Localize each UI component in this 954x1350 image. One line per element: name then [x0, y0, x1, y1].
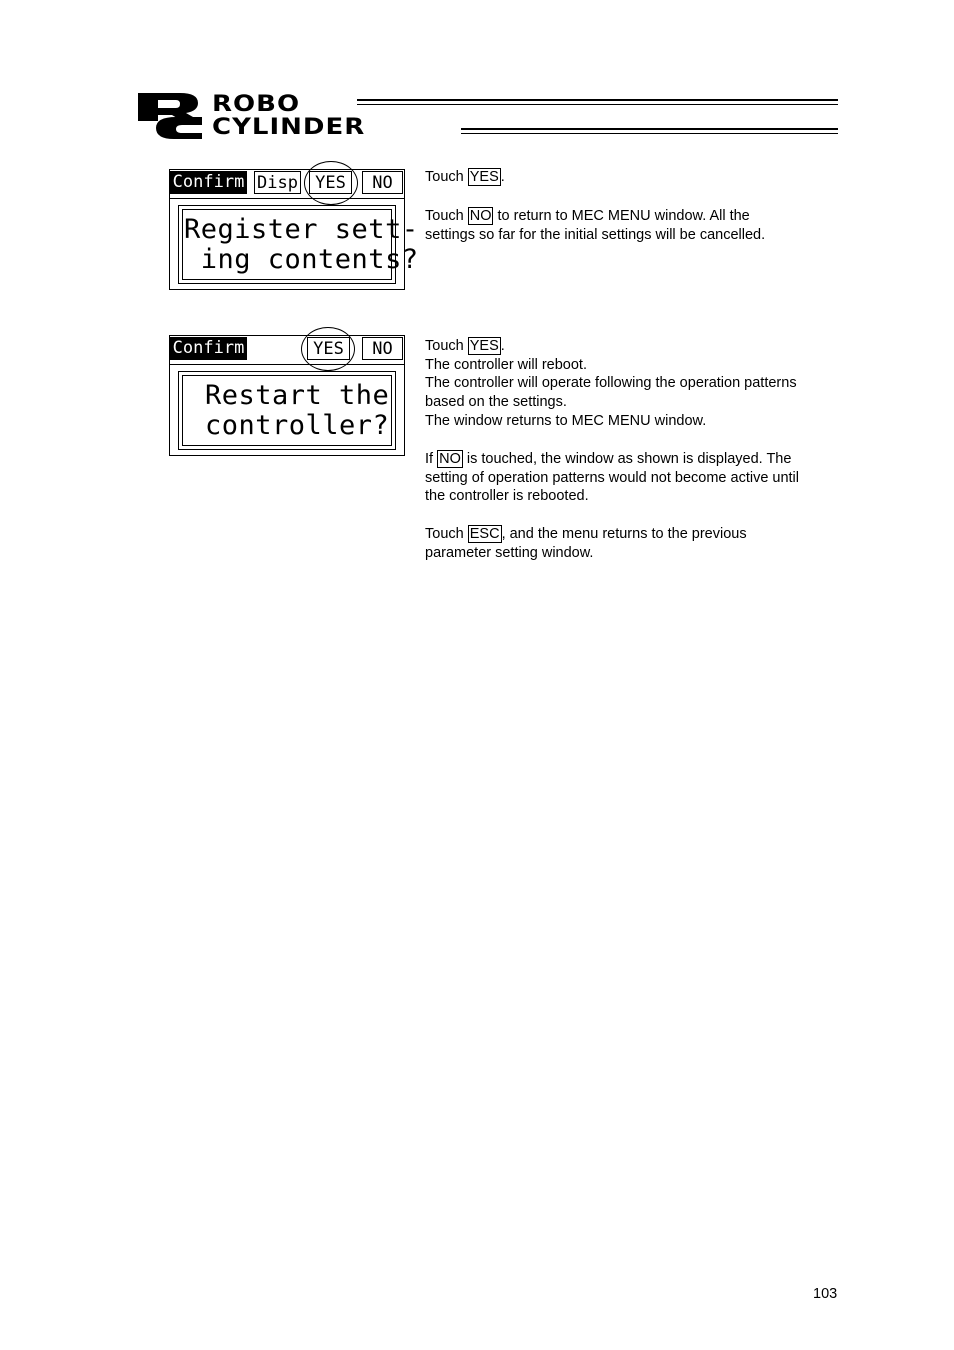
text: parameter setting window.: [425, 544, 594, 561]
text: .: [500, 169, 505, 185]
text: The controller will reboot.: [425, 356, 587, 373]
instruction-esc: [425, 525, 845, 562]
text: the controller is rebooted.: [425, 488, 589, 505]
tab-confirm: Confirm: [170, 337, 247, 360]
lcd-message-line-2: controller?: [205, 410, 390, 441]
key-yes: YES: [469, 338, 499, 354]
lcd-divider: [170, 198, 404, 199]
lcd-screen-register: [169, 169, 419, 290]
text: Touch: [425, 338, 464, 354]
logo-cylinder: CYLINDER: [212, 114, 366, 140]
text: Touch: [425, 169, 464, 185]
rc-logo-mark: [136, 91, 206, 139]
lcd-message-inner-frame: [182, 209, 419, 280]
key-esc: ESC: [469, 526, 500, 542]
page-number: 103: [813, 1286, 838, 1302]
text: The controller will operate following the operation patterns: [425, 375, 797, 392]
header-rule-bottom-2: [461, 133, 838, 134]
instruction-yes: [425, 168, 845, 187]
instruction-restart: [425, 337, 845, 431]
text: The window returns to MEC MENU window.: [425, 412, 707, 429]
text: Touch: [425, 208, 464, 224]
key-no: NO: [469, 208, 492, 224]
header-rule-top-2: [357, 104, 838, 105]
text: settings so far for the initial settings will be cancelled.: [425, 226, 766, 243]
tab-disp[interactable]: Disp: [254, 171, 301, 194]
text: is touched, the window as shown is displayed. The: [466, 451, 792, 467]
lcd-message-line-2: ing contents?: [184, 244, 419, 275]
header-rule-bottom-1: [461, 128, 838, 130]
logo-robo: ROBO: [212, 91, 301, 117]
tab-yes[interactable]: YES: [307, 337, 350, 360]
text: to return to MEC MENU window. All the: [497, 208, 750, 224]
lcd-screen-restart: [169, 335, 405, 456]
tab-no[interactable]: NO: [362, 171, 403, 194]
lcd-message-frame: [178, 371, 396, 450]
text: If: [425, 451, 434, 467]
text: , and the menu returns to the previous: [501, 526, 747, 542]
header-rule-top-1: [357, 99, 838, 101]
lcd-message-line-1: Register sett-: [184, 214, 419, 245]
tab-yes[interactable]: YES: [309, 171, 352, 194]
text: .: [500, 338, 505, 354]
key-yes: YES: [469, 169, 499, 185]
key-no: NO: [439, 451, 461, 467]
text: based on the settings.: [425, 394, 567, 411]
text: setting of operation patterns would not become active until: [425, 469, 800, 486]
lcd-message-line-1: Restart the: [205, 380, 390, 411]
lcd-message-inner-frame: [182, 375, 392, 446]
lcd-message-frame: [178, 205, 419, 284]
instruction-no: [425, 207, 845, 244]
tab-confirm: Confirm: [170, 171, 247, 194]
text: Touch: [425, 526, 464, 542]
lcd-divider: [170, 364, 404, 365]
tab-no[interactable]: NO: [362, 337, 403, 360]
instruction-no-restart: [425, 450, 845, 506]
